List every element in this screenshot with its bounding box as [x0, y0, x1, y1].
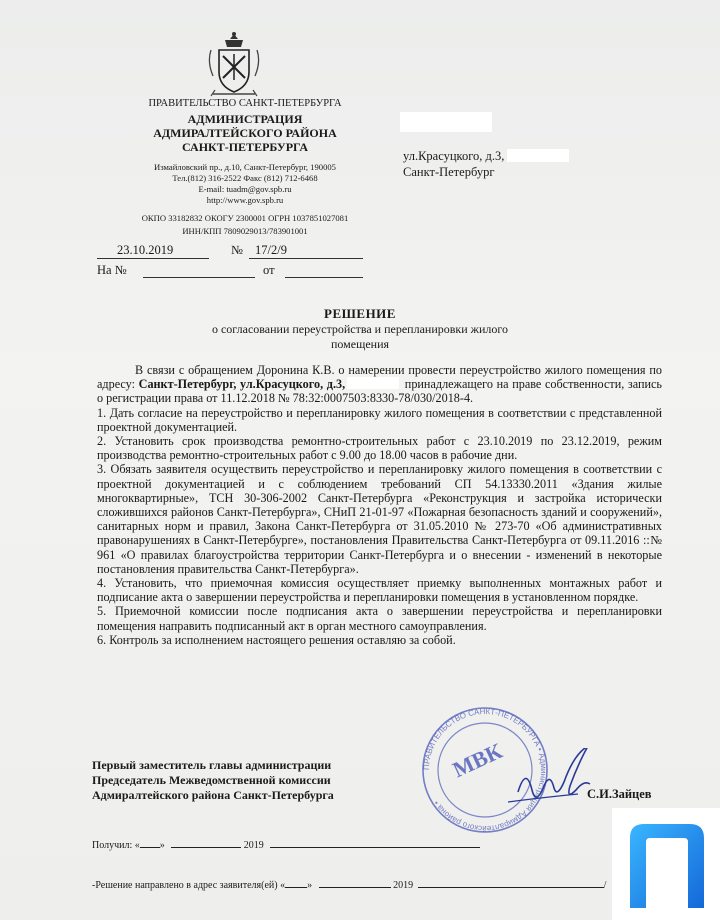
recipient-street: ул.Красуцкого, д.3,: [403, 149, 505, 163]
handwritten-signature: [500, 748, 620, 818]
na-label: На №: [97, 263, 127, 277]
signatory-title-3: Адмиралтейского района Санкт-Петербурга: [92, 788, 334, 802]
number-underline: [249, 258, 363, 259]
ref-date-line: [285, 277, 363, 278]
sent-label: -Решение направлено в адрес заявителя(ей) «: [92, 880, 286, 891]
property-address: Санкт-Петербург, ул.Красуцкого, д.3,: [138, 377, 346, 392]
admin-line-1: АДМИНИСТРАЦИЯ: [187, 112, 303, 126]
received-label: Получил: «: [92, 840, 140, 851]
intro-paragraph: В связи с обращением Доронина К.В. о намерении провести переустройство жилого помещения по адресу: Санкт-Петербург, ул.Красуцкого, д.3, принадлежащего на праве собственности, запись о регистрации права от 11.12.2018 № 78:32:0007503:8330-78/030/2018-4.: [97, 363, 662, 406]
date-underline: [97, 258, 209, 259]
received-month-line: [171, 836, 241, 848]
doc-date: 23.10.2019: [117, 243, 174, 257]
clause-6: 6. Контроль за исполнением настоящего решения оставляю за собой.: [97, 632, 456, 647]
coat-of-arms-icon: [205, 30, 263, 102]
stamp-center-text: МВК: [448, 737, 506, 783]
registry-codes: [110, 212, 380, 238]
sent-signature-line: [418, 876, 604, 888]
ref-number-line: [143, 277, 255, 278]
inn-kpp: ИНН/КПП 7809029013/783901001: [182, 226, 308, 236]
redacted-apartment: [507, 149, 569, 162]
received-signature-line: [270, 836, 480, 848]
document-title: РЕШЕНИЕ: [324, 306, 396, 321]
recipient-city: Санкт-Петербург: [403, 165, 495, 179]
address-text: Измайловский пр., д.10, Санкт-Петербург, 190005: [154, 162, 336, 172]
signatory-title-1: Первый заместитель главы администрации: [92, 758, 332, 772]
recipient-address: [403, 148, 569, 180]
doc-number-row: [97, 243, 397, 261]
government-name: ПРАВИТЕЛЬСТВО САНКТ-ПЕТЕРБУРГА: [148, 98, 342, 109]
stamp-ring-text: ПРАВИТЕЛЬСТВО САНКТ-ПЕТЕРБУРГА • Администрация Адмиралтейского района •: [421, 706, 549, 834]
sent-month-line: [319, 876, 391, 888]
document-subtitle: о согласовании переустройства и перепланировки жилого помещения: [211, 322, 508, 351]
clause-2: 2. Установить срок производства ремонтно-строительных работ с 23.10.2019 по 23.12.2019, режим производства ремонтно-строительных работ с 9.00 до 18.00 часов в рабочие дни.: [97, 434, 662, 463]
contact-block: [110, 162, 380, 206]
clause-3: 3. Обязать заявителя осуществить переустройство и перепланировку жилого помещения в соответствии с проектной документацией и с соблюдением требований СП 54.13330.2011 «Здания жилые многоквартирные», ТСН 30-306-2002 Санкт-Петербурга «Реконструкция и застройка исторически сложившихся районов Санкт-Петербурга», СНиП 21-01-97 «Пожарная безопасность зданий и сооружений», санитарных норм и правил, Закона Санкт-Петербурга от 31.05.2010 № 273-70 «Об административных правонарушениях в Санкт-Петербурге», постановления Правительства Санкт-Петербурга от 09.11.2016 ::№ 961 «О правилах благоустройства территории Санкт-Петербурга и о внесении - изменений в некоторые постановления правительства Санкт-Петербурга».: [97, 462, 662, 576]
website-text: http://www.gov.spb.ru: [206, 195, 284, 205]
app-logo-icon: [622, 816, 708, 912]
doc-number: 17/2/9: [255, 243, 287, 257]
received-row: Получил: « » 2019: [92, 836, 592, 850]
clause-4: 4. Установить, что приемочная комиссия осуществляет приемку выполненных монтажных работ и подписание акта о завершении переустройства и перепланировки помещения в установленном порядке.: [97, 576, 662, 605]
corner-logo-panel: [612, 808, 720, 920]
administration-name: [110, 112, 380, 154]
document-body: [97, 363, 662, 647]
signatory-title-2: Председатель Межведомственной комиссии: [92, 773, 331, 787]
signatory-block: [92, 758, 334, 803]
received-day-line: [140, 836, 160, 848]
sent-year: 2019: [393, 880, 414, 891]
redacted-flat: [347, 377, 399, 389]
signatory-name: С.И.Зайцев: [587, 787, 652, 801]
admin-line-2: АДМИРАЛТЕЙСКОГО РАЙОНА: [153, 126, 337, 140]
reference-row: [97, 263, 397, 281]
number-sign: №: [231, 243, 243, 257]
clause-5: 5. Приемочной комиссии после подписания акта о завершении переустройства и перепланировки помещения направить подписанный акт в орган местного самоуправления.: [97, 604, 662, 633]
ot-label: от: [263, 263, 275, 277]
received-year: 2019: [243, 840, 264, 851]
okpo-codes: ОКПО 33182832 ОКОГУ 2300001 ОГРН 1037851027081: [141, 213, 349, 223]
sent-day-line: [285, 876, 307, 888]
admin-line-3: САНКТ-ПЕТЕРБУРГА: [181, 140, 309, 154]
email-text: E-mail: tuadm@gov.spb.ru: [198, 184, 292, 194]
clause-1: 1. Дать согласие на переустройство и перепланировку жилого помещения в соответствии с представленной проектной документацией.: [97, 405, 662, 434]
phone-text: Тел.(812) 316-2522 Факс (812) 712-6468: [172, 173, 318, 183]
redacted-name: [400, 112, 492, 132]
sent-row: -Решение направлено в адрес заявителя(ей) « » 2019 /: [92, 876, 672, 890]
